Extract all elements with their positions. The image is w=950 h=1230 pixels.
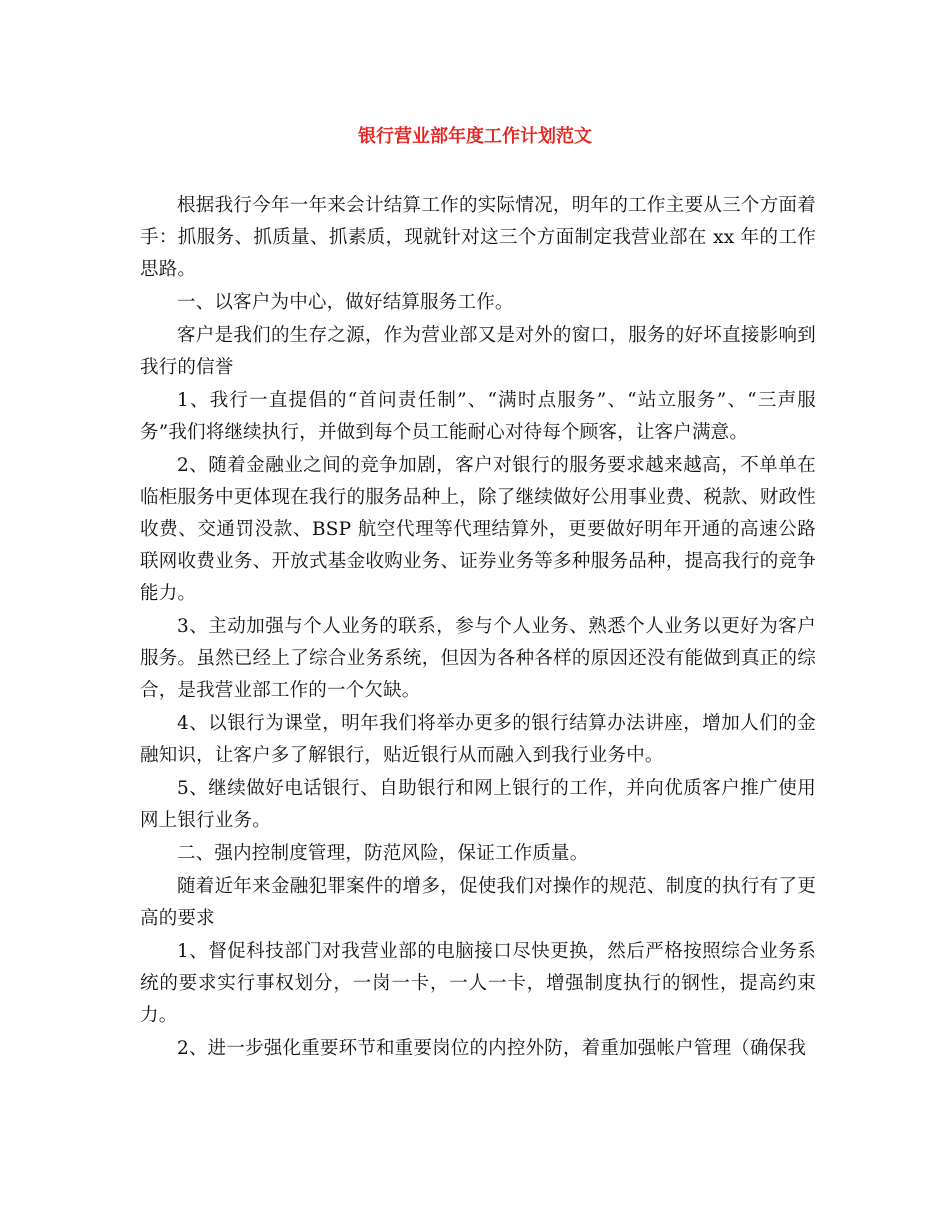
list-item: 2、随着金融业之间的竞争加剧，客户对银行的服务要求越来越高，不单单在临柜服务中更体现在我行的服务品种上，除了继续做好公用事业费、税款、财政性收费、交通罚没款、BSP 航空代理等代理结算外，更要做好明年开通的高速公路联网收费业务、开放式基金收购业务、证券业务等多种服务品种，提高我行的竞争能力。 <box>140 455 816 604</box>
list-item: 1、我行一直提倡的“首问责任制”、“满时点服务”、“站立服务”、“三声服务”我们将继续执行，并做到每个员工能耐心对待每个顾客，让客户满意。 <box>140 390 816 443</box>
document-title: 银行营业部年度工作计划范文 <box>358 126 592 147</box>
list-item: 5、继续做好电话银行、自助银行和网上银行的工作，并向优质客户推广使用网上银行业务。 <box>140 778 816 831</box>
section-heading: 二、强内控制度管理，防范风险，保证工作质量。 <box>177 843 589 864</box>
list-item: 4、以银行为课堂，明年我们将举办更多的银行结算办法讲座，增加人们的金融知识，让客户多了解银行，贴近银行从而融入到我行业务中。 <box>140 713 816 766</box>
list-item: 1、督促科技部门对我营业部的电脑接口尽快更换，然后严格按照综合业务系统的要求实行事权划分，一岗一卡，一人一卡，增强制度执行的钢性，提高约束力。 <box>140 941 816 1026</box>
document-body <box>140 190 816 1066</box>
list-item: 2、进一步强化重要环节和重要岗位的内控外防，着重加强帐户管理（确保我 <box>177 1038 807 1059</box>
paragraph: 随着近年来金融犯罪案件的增多，促使我们对操作的规范、制度的执行有了更高的要求 <box>140 876 816 929</box>
paragraph: 客户是我们的生存之源，作为营业部又是对外的窗口，服务的好坏直接影响到我行的信誉 <box>140 325 816 378</box>
section-heading: 一、以客户为中心，做好结算服务工作。 <box>177 292 514 313</box>
list-item: 3、主动加强与个人业务的联系，参与个人业务、熟悉个人业务以更好为客户服务。虽然已经上了综合业务系统，但因为各种各样的原因还没有能做到真正的综合，是我营业部工作的一个欠缺。 <box>140 616 816 701</box>
paragraph: 根据我行今年一年来会计结算工作的实际情况，明年的工作主要从三个方面着手：抓服务、抓质量、抓素质，现就针对这三个方面制定我营业部在 xx 年的工作思路。 <box>140 195 816 280</box>
